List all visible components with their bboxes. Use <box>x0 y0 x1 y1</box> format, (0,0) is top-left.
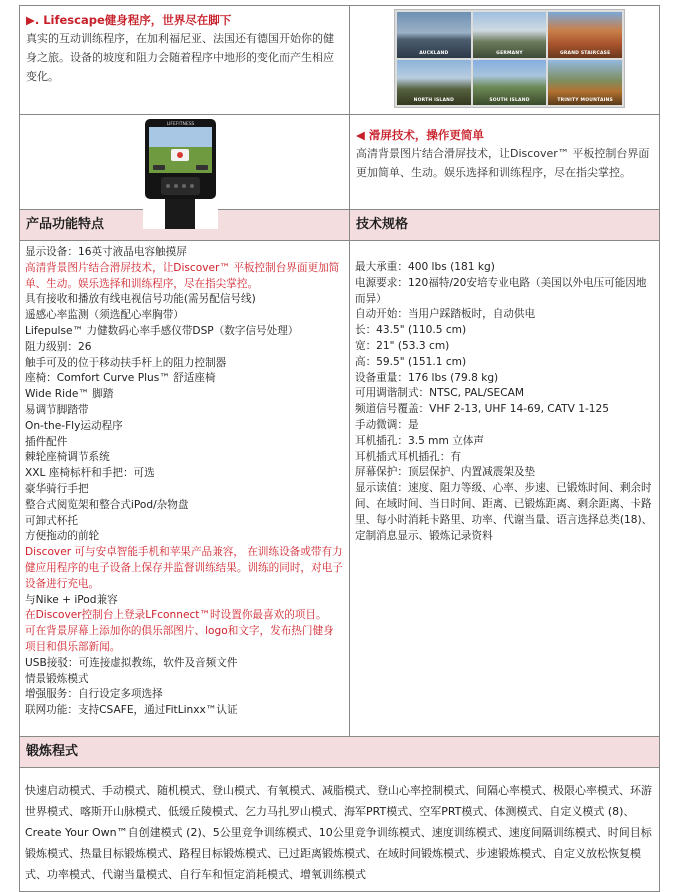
spec-item: 显示读值：速度、阻力等级、心率、步速、已锻炼时间、剩余时间、在域时间、当日时间、距离、已锻炼距离、剩余距离、卡路里、每小时消耗卡路里、功率、代谢当量、语言选择总类(18)、定制消息显示、锻炼记录资料 <box>355 482 653 542</box>
thumbnail-auckland <box>397 12 471 58</box>
console-brand: LIFEFITNESS <box>166 122 195 127</box>
thumbnail-caption: TRINITY MOUNTAINS <box>557 98 613 103</box>
feature-item: Discover 可与安卓智能手机和苹果产品兼容， 在训练设备或带有力健应用程序的电子设备上保存并监督训练结果。训练的同时，对电子设备进行充电。 <box>25 546 343 590</box>
thumbnail-trinity-mountains <box>548 60 622 106</box>
feature-item: 整合式阅览架和整合式iPod/杂物盘 <box>25 498 189 511</box>
thumbnail-north-island <box>397 60 471 106</box>
thumbnail-caption: GRAND STAIRCASE <box>559 50 611 56</box>
product-table <box>19 5 660 892</box>
feature-item: 座椅：Comfort Curve Plus™ 舒适座椅 <box>25 372 216 385</box>
programs-header-row <box>20 737 659 768</box>
touchscreen-body: 高清背景图片结合滑屏技术，让Discover™ 平板控制台界面更加简单、生动。娱乐选择和训练程序，尽在指尖掌控。 <box>356 147 650 179</box>
spec-item: 自动开始：当用户踩踏板时，自动供电 <box>355 308 536 321</box>
thumbnail-south-island <box>473 60 547 106</box>
feature-item: Lifepulse™ 力健数码心率手感仪带DSP（数字信号处理） <box>25 324 299 337</box>
lifescape-body: 真实的互动训练程序，在加利福尼亚、法国还有德国开始你的健身之旅。设备的坡度和阻力会随着程序中地形的变化而产生相应变化。 <box>26 32 334 83</box>
discover-console-image <box>143 117 218 229</box>
programs-header: 锻炼程式 <box>20 737 659 767</box>
spec-item: 长：43.5" (110.5 cm) <box>355 324 467 337</box>
specs-list <box>350 241 659 736</box>
spec-item: 宽：21" (53.3 cm) <box>355 339 450 352</box>
programs-body: 快速启动模式、手动模式、随机模式、登山模式、有氧模式、减脂模式、登山心率控制模式、间隔心率模式、极限心率模式、环游世界模式、喀斯开山脉模式、低缓丘陵模式、乞力马扎罗山模式、海军PRT模式、空军PRT模式、体测模式、自定义模式 (8)、Create Your Own™自创建模式 (2)、5公里竞争训练模式、10公里竞争训练模式、速度训练模式、速度间隔训练模式、时间目标锻炼模式、热量目标锻炼模式、路程目标锻炼模式、已过距离锻炼模式、在域时间锻炼模式、步速锻炼模式、自定义放松恢复模式、功率模式、代谢当量模式、自行车和恒定消耗模式、增氧训练模式 <box>25 784 652 881</box>
feature-item: 情景锻炼模式 <box>25 672 89 685</box>
feature-item: On-the-Fly运动程序 <box>25 419 123 432</box>
feature-item: 高清背景图片结合滑屏技术，让Discover™ 平板控制台界面更加简单、生动。娱乐选择和训练程序，尽在指尖掌控。 <box>25 261 340 290</box>
feature-item: XXL 座椅标杆和手把：可选 <box>25 467 155 480</box>
lifescape-text-cell <box>20 6 350 114</box>
thumbnail-caption: AUCKLAND <box>419 50 449 56</box>
feature-item: 插件配件 <box>25 435 68 448</box>
spec-item: 高：59.5" (151.1 cm) <box>355 355 467 368</box>
feature-item: 阻力级别：26 <box>25 340 92 353</box>
feature-item: 遥感心率监测（须选配心率胸带） <box>25 309 184 322</box>
feature-item: 与Nike + iPod兼容 <box>25 593 118 606</box>
specs-header: 技术规格 <box>350 210 659 240</box>
lifescape-title: ▶. Lifescape健身程序，世界尽在脚下 <box>26 13 232 27</box>
touchscreen-text-cell <box>350 115 659 209</box>
features-header: 产品功能特点 <box>20 210 350 240</box>
spec-item: 手动微调：是 <box>355 418 419 431</box>
section-header-row <box>20 210 659 241</box>
features-list <box>20 241 350 736</box>
feature-item: 棘轮座椅调节系统 <box>25 451 110 464</box>
thumbnail-grand-staircase <box>548 12 622 58</box>
touchscreen-row <box>20 115 659 210</box>
feature-item: 在Discover控制台上登录LFconnect™时设置你最喜欢的项目。 <box>25 609 327 622</box>
thumbnail-caption: GERMANY <box>496 50 523 56</box>
spec-item: 耳机插孔：3.5 mm 立体声 <box>355 434 484 447</box>
feature-item: 可在背景屏幕上添加你的俱乐部图片、logo和文字，发布热门健身项目和俱乐部新闻。 <box>25 625 334 653</box>
feature-item: 可卸式杯托 <box>25 514 78 527</box>
feature-item: 具有接收和播放有线电视信号功能(需另配信号线) <box>25 293 256 306</box>
lifescape-thumbnail-grid <box>394 9 625 108</box>
spec-item: 屏幕保护：顶层保护、内置减震架及垫 <box>355 466 536 479</box>
thumbnail-germany <box>473 12 547 58</box>
feature-item: Wide Ride™ 脚踏 <box>25 388 114 401</box>
programs-body-row <box>20 768 659 891</box>
feature-item: 易调节脚踏带 <box>25 403 89 416</box>
feature-item: USB接驳：可连接虚拟教练，软件及音频文件 <box>25 656 238 669</box>
feature-item: 联网功能：支持CSAFE，通过FitLinxx™认证 <box>25 704 238 717</box>
thumbnail-caption: SOUTH ISLAND <box>489 98 530 103</box>
feature-item: 显示设备：16英寸液晶电容触摸屏 <box>25 246 187 258</box>
spec-item: 电源要求：120福特/20安培专业电路（美国以外电压可能因地而异） <box>355 276 647 305</box>
feature-item: 方便拖动的前轮 <box>25 530 100 543</box>
feature-item: 豪华骑行手把 <box>25 482 89 495</box>
thumbnail-caption: NORTH ISLAND <box>413 98 455 103</box>
spec-item: 可用调谐制式：NTSC, PAL/SECAM <box>355 387 525 400</box>
touchscreen-title: ◀ 滑屏技术，操作更简单 <box>356 128 484 142</box>
spec-item: 频道信号覆盖：VHF 2-13, UHF 14-69, CATV 1-125 <box>355 403 609 416</box>
spec-item: 耳机插式耳机插孔：有 <box>355 450 461 463</box>
feature-item: 增强服务：自行设定多项选择 <box>25 688 163 701</box>
spec-item: 设备重量：176 lbs (79.8 kg) <box>355 371 499 384</box>
details-row <box>20 241 659 737</box>
feature-item: 触手可及的位于移动扶手杆上的阻力控制器 <box>25 356 227 369</box>
spec-item: 最大承重：400 lbs (181 kg) <box>355 261 495 273</box>
